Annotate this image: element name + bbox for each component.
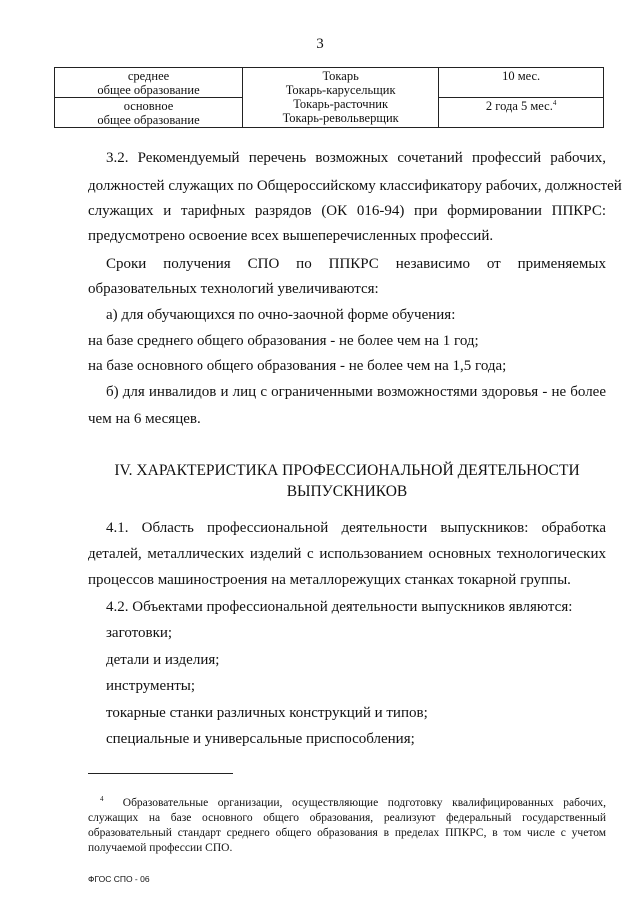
cell-line: Токарь-карусельщик xyxy=(285,83,396,97)
section-heading xyxy=(88,460,606,502)
base-sred: на базе среднего общего образования - не более чем на 1 год; xyxy=(88,333,479,349)
p41-line-1: 4.1. Область профессиональной деятельности выпускников: обработка xyxy=(106,520,606,536)
table-cell-duration xyxy=(439,68,604,98)
table-row xyxy=(55,68,604,98)
table-cell-duration xyxy=(439,98,604,128)
cell-line: Токарь-расточник xyxy=(293,97,389,111)
p41-line-3: процессов машиностроения на металлорежущих станках токарной группы. xyxy=(88,572,571,588)
item-b-line-2: чем на 6 месяцев. xyxy=(88,411,201,427)
list-item: инструменты; xyxy=(106,678,196,694)
page-number: 3 xyxy=(316,36,324,52)
list-item: заготовки; xyxy=(106,625,173,641)
cell-value: 10 мес. xyxy=(502,69,541,83)
footnote-text: Образовательные организации, осуществляющие подготовку квалифицированных рабочих, xyxy=(122,797,607,809)
footnote-line-1 xyxy=(88,796,606,811)
list-item: токарные станки различных конструкций и типов; xyxy=(106,705,428,721)
cell-line: Токарь-револьверщик xyxy=(282,111,399,125)
cell-line: основное xyxy=(123,99,174,113)
footnote-divider xyxy=(88,773,233,774)
footnote-line-3: образовательный стандарт среднего общего образования в пределах ППКРС, в том числе с учетом xyxy=(88,827,606,839)
table-cell-education xyxy=(55,68,243,98)
duration-table xyxy=(54,67,604,128)
list-item: специальные и универсальные приспособления; xyxy=(106,731,415,747)
heading-line: IV. ХАРАКТЕРИСТИКА ПРОФЕССИОНАЛЬНОЙ ДЕЯТЕЛЬНОСТИ xyxy=(114,462,580,479)
cell-line: Токарь xyxy=(322,69,359,83)
p42: 4.2. Объектами профессиональной деятельности выпускников являются: xyxy=(106,599,573,615)
base-osn: на базе основного общего образования - не более чем на 1,5 года; xyxy=(88,358,507,374)
p32-line-3: служащих и тарифных разрядов (ОК 016-94) при формировании ППКРС: xyxy=(88,203,606,219)
p32-line-1: 3.2. Рекомендуемый перечень возможных сочетаний профессий рабочих, xyxy=(106,150,606,166)
footnote xyxy=(88,796,606,856)
item-a: а) для обучающихся по очно-заочной форме обучения: xyxy=(106,307,456,323)
p32-line-2: должностей служащих по Общероссийскому классификатору рабочих, должностей xyxy=(88,178,622,194)
footnote-line-4: получаемой профессии СПО. xyxy=(88,842,233,854)
table-cell-professions xyxy=(243,68,439,128)
cell-line: среднее xyxy=(127,69,170,83)
footnote-line-2: служащих на базе основного общего образования, реализуют федеральный государственный xyxy=(88,812,606,824)
table-cell-education xyxy=(55,98,243,128)
sroki-line-1: Сроки получения СПО по ППКРС независимо от применяемых xyxy=(106,256,606,272)
footer-code: ФГОС СПО - 06 xyxy=(88,874,150,884)
cell-line: общее образование xyxy=(97,83,200,97)
item-b-line-1: б) для инвалидов и лиц с ограниченными возможностями здоровья - не более xyxy=(106,384,606,400)
sroki-line-2: образовательных технологий увеличиваются: xyxy=(88,281,379,297)
cell-line: общее образование xyxy=(97,113,200,127)
heading-line: ВЫПУСКНИКОВ xyxy=(286,483,408,500)
footnote-ref[interactable]: 4 xyxy=(552,98,557,107)
p32-line-4: предусмотрено освоение всех вышеперечисленных профессий. xyxy=(88,228,494,244)
footnote-marker: 4 xyxy=(100,795,104,804)
p41-line-2: деталей, металлических изделий с использованием основных технологических xyxy=(88,546,606,562)
cell-value: 2 года 5 мес. xyxy=(485,99,553,113)
list-item: детали и изделия; xyxy=(106,652,220,668)
